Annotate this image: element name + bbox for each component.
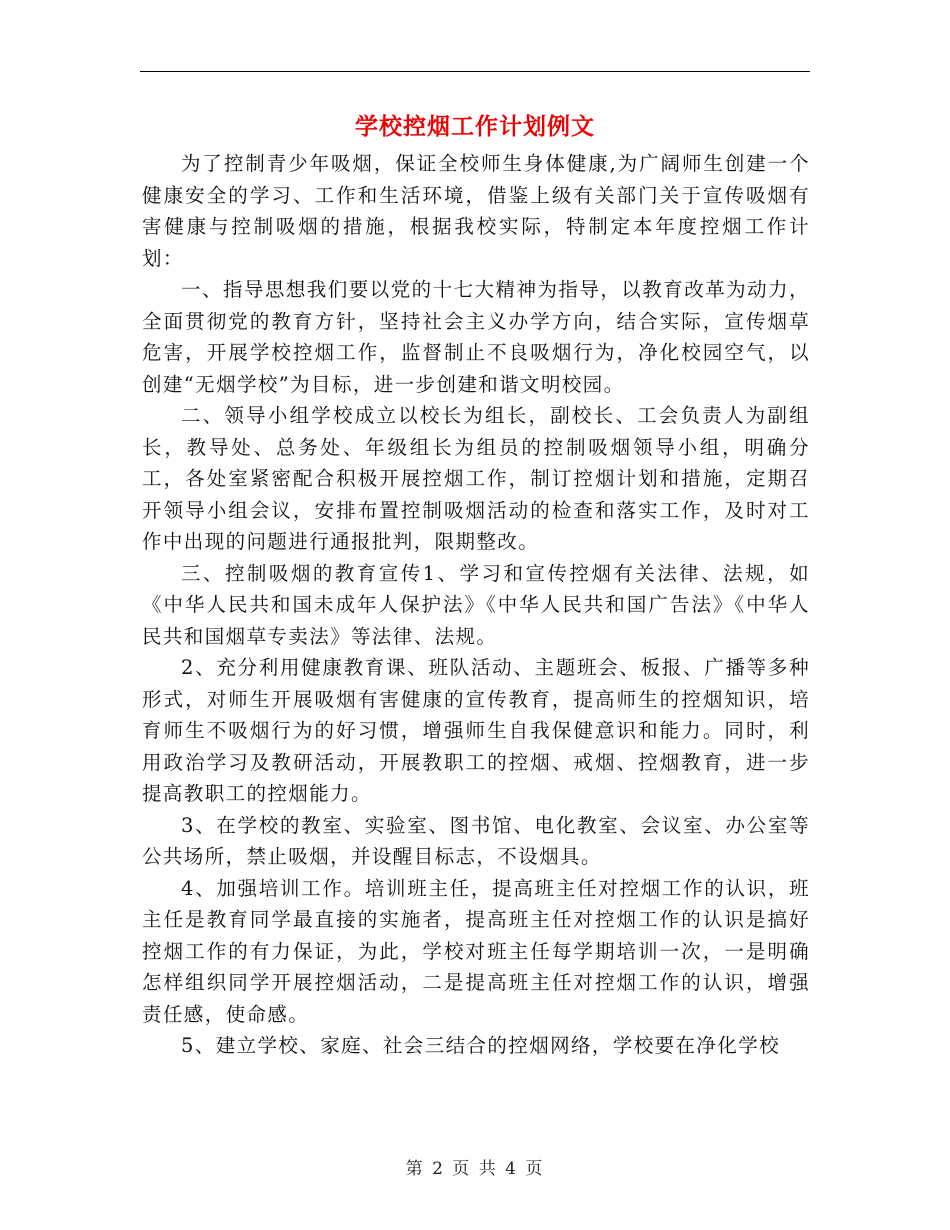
paragraph-item-5: 5、建立学校、家庭、社会三结合的控烟网络，学校要在净化学校 [181,1034,781,1057]
paragraph-education-publicity: 三、控制吸烟的教育宣传1、学习和宣传控烟有关法律、法规，如《中华人民共和国未成年人保护法》《中华人民共和国广告法》《中华人民共和国烟草专卖法》等法律、法规。 [142,561,810,648]
paragraph-item-3: 3、在学校的教室、实验室、图书馆、电化教室、会议室、办公室等公共场所，禁止吸烟，并设醒目标志，不设烟具。 [142,813,810,868]
paragraph-guiding-principle: 一、指导思想我们要以党的十七大精神为指导，以教育改革为动力，全面贯彻党的教育方针，坚持社会主义办学方向，结合实际，宣传烟草危害，开展学校控烟工作，监督制止不良吸烟行为，净化校园空气，以创建“无烟学校”为目标，进一步创建和谐文明校园。 [142,278,810,396]
paragraph-leadership-group: 二、领导小组学校成立以校长为组长，副校长、工会负责人为副组长，教导处、总务处、年级组长为组员的控制吸烟领导小组，明确分工，各处室紧密配合积极开展控烟工作，制订控烟计划和措施，定期召开领导小组会议，安排布置控制吸烟活动的检查和落实工作，及时对工作中出现的问题进行通报批判，限期整改。 [142,404,810,553]
page-number-footer: 第 2 页 共 4 页 [405,1159,545,1179]
header-rule [140,71,810,72]
paragraph-intro: 为了控制青少年吸烟，保证全校师生身体健康,为广阔师生创建一个健康安全的学习、工作和生活环境，借鉴上级有关部门关于宣传吸烟有害健康与控制吸烟的措施，根据我校实际，特制定本年度控烟工作计划： [142,152,810,270]
document-title: 学校控烟工作计划例文 [355,113,595,140]
paragraph-item-2: 2、充分利用健康教育课、班队活动、主题班会、板报、广播等多种形式，对师生开展吸烟有害健康的宣传教育，提高师生的控烟知识，培育师生不吸烟行为的好习惯，增强师生自我保健意识和能力。同时，利用政治学习及教研活动，开展教职工的控烟、戒烟、控烟教育，进一步提高教职工的控烟能力。 [142,656,810,805]
document-body [142,148,810,1062]
paragraph-item-4: 4、加强培训工作。培训班主任，提高班主任对控烟工作的认识，班主任是教育同学最直接的实施者，提高班主任对控烟工作的认识是搞好控烟工作的有力保证，为此，学校对班主任每学期培训一次，一是明确怎样组织同学开展控烟活动，二是提高班主任对控烟工作的认识，增强责任感，使命感。 [142,876,810,1026]
